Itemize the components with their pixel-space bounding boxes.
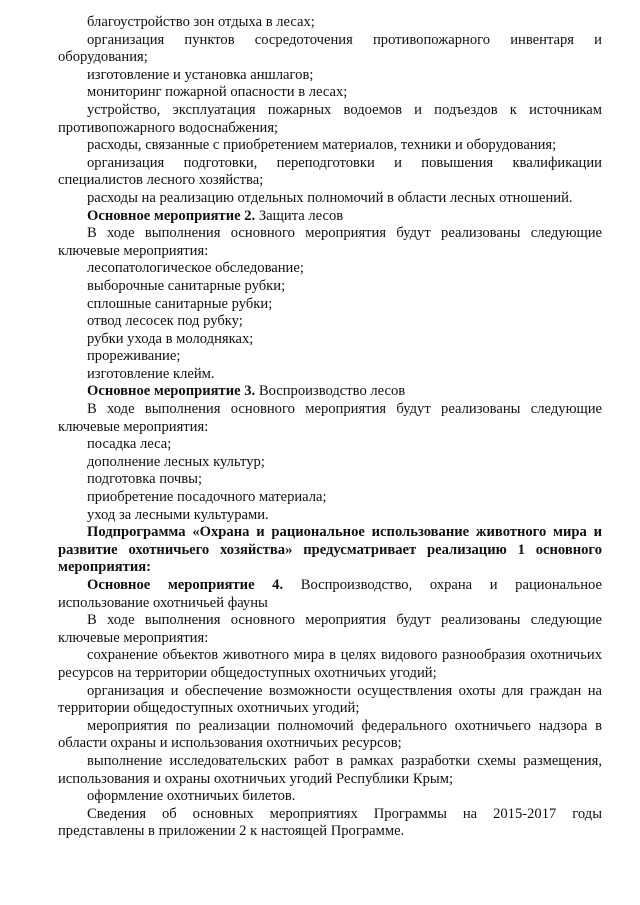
paragraph-17: изготовление клейм. <box>87 365 215 382</box>
paragraph-5: устройство, эксплуатация пожарных водоемов и подъездов к источникам противопожарного водоснабжения; <box>58 101 602 136</box>
paragraph-30: мероприятия по реализации полномочий федерального охотничьего надзора в области охраны и использования охотничьих ресурсов; <box>58 717 602 752</box>
paragraph-4: мониторинг пожарной опасности в лесах; <box>87 84 348 101</box>
paragraph-24: уход за лесными культурами. <box>87 506 269 523</box>
paragraph-8: расходы на реализацию отдельных полномочий в области лесных отношений. <box>87 189 573 206</box>
paragraph-3: изготовление и установка аншлагов; <box>87 66 314 83</box>
paragraph-12: выборочные санитарные рубки; <box>87 277 286 294</box>
heading-measure-2: Основное мероприятие 2. Защита лесов <box>87 207 344 224</box>
paragraph-16: прореживание; <box>87 348 181 365</box>
paragraph-10: В ходе выполнения основного мероприятия будут реализованы следующие ключевые мероприятия: <box>58 225 602 259</box>
paragraph-21: дополнение лесных культур; <box>87 453 265 470</box>
paragraph-20: посадка леса; <box>87 436 172 453</box>
paragraph-33: Сведения об основных мероприятиях Программы на 2015-2017 годы представлены в приложении 2 к настоящей Программе. <box>58 805 602 840</box>
paragraph-19: В ходе выполнения основного мероприятия будут реализованы следующие ключевые мероприятия: <box>58 401 602 435</box>
heading-measure-4: Основное мероприятие 4. Воспроизводство, охрана и рациональное использование охотничьей фауны <box>58 577 602 611</box>
heading-measure-3: Основное мероприятие 3. Воспроизводство лесов <box>87 383 406 400</box>
paragraph-7: организация подготовки, переподготовки и повышения квалификации специалистов лесного хозяйства; <box>58 154 602 189</box>
paragraph-15: рубки ухода в молодняках; <box>87 330 254 347</box>
document-page <box>58 14 602 841</box>
heading-subprogram: Подпрограмма «Охрана и рациональное использование животного мира и развитие охотничьего хозяйства» предусматривает реализацию 1 основного мероприятия: <box>58 524 602 576</box>
paragraph-6: расходы, связанные с приобретением материалов, техники и оборудования; <box>87 137 557 154</box>
paragraph-22: подготовка почвы; <box>87 471 203 488</box>
paragraph-29: организация и обеспечение возможности осуществления охоты для граждан на территории общедоступных охотничьих угодий; <box>58 682 602 717</box>
paragraph-32: оформление охотничьих билетов. <box>87 788 296 805</box>
paragraph-2: организация пунктов сосредоточения противопожарного инвентаря и оборудования; <box>58 31 602 66</box>
paragraph-31: выполнение исследовательских работ в рамках разработки схемы размещения, использования и охраны охотничьих угодий Республики Крым; <box>58 752 602 787</box>
paragraph-28: сохранение объектов животного мира в целях видового разнообразия охотничьих ресурсов на территории общедоступных охотничьих угодий; <box>58 647 602 681</box>
paragraph-13: сплошные санитарные рубки; <box>87 295 273 312</box>
paragraph-1: благоустройство зон отдыха в лесах; <box>87 14 315 30</box>
paragraph-27: В ходе выполнения основного мероприятия будут реализованы следующие ключевые мероприятия: <box>58 612 602 646</box>
paragraph-11: лесопатологическое обследование; <box>87 260 304 277</box>
paragraph-14: отвод лесосек под рубку; <box>87 313 243 330</box>
paragraph-23: приобретение посадочного материала; <box>87 489 327 506</box>
